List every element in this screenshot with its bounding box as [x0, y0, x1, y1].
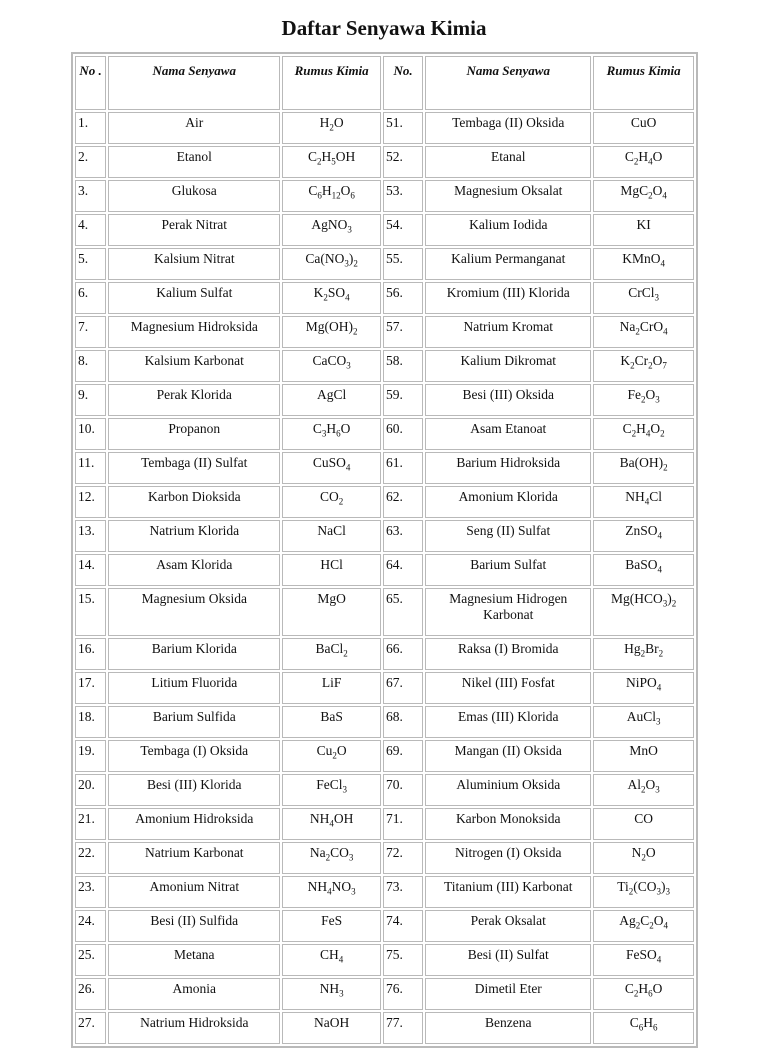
compound-name-right: Magnesium Hidrogen Karbonat: [425, 588, 591, 636]
table-row: [75, 672, 694, 704]
chemical-formula-left: MgO: [282, 588, 381, 636]
compound-name-right: Kalium Iodida: [425, 214, 591, 246]
chemical-formula-left: BaCl$_2$: [282, 638, 381, 670]
compound-name-right: Titanium (III) Karbonat: [425, 876, 591, 908]
header-row: [75, 56, 694, 110]
row-number-left: 7.: [75, 316, 106, 348]
compound-name-left: Karbon Dioksida: [108, 486, 280, 518]
row-number-right: 69.: [383, 740, 423, 772]
compound-name-right: Aluminium Oksida: [425, 774, 591, 806]
row-number-right: 55.: [383, 248, 423, 280]
row-number-right: 51.: [383, 112, 423, 144]
chemical-formula-left: CaCO$_3$: [282, 350, 381, 382]
compound-name-left: Metana: [108, 944, 280, 976]
table-row: [75, 214, 694, 246]
compound-name-right: Mangan (II) Oksida: [425, 740, 591, 772]
compound-name-right: Benzena: [425, 1012, 591, 1044]
header-formula-left: Rumus Kimia: [282, 56, 381, 110]
row-number-right: 58.: [383, 350, 423, 382]
row-number-right: 67.: [383, 672, 423, 704]
row-number-left: 15.: [75, 588, 106, 636]
compound-name-left: Besi (II) Sulfida: [108, 910, 280, 942]
compound-name-right: Seng (II) Sulfat: [425, 520, 591, 552]
chemical-formula-right: MnO: [593, 740, 694, 772]
row-number-left: 24.: [75, 910, 106, 942]
header-name-right: Nama Senyawa: [425, 56, 591, 110]
chemical-formula-left: $C_3H_6O$: [282, 418, 381, 450]
table-body: [75, 112, 694, 1044]
chemical-formula-right: $C_2H_4O_2$: [593, 418, 694, 450]
chemical-formula-left: NaOH: [282, 1012, 381, 1044]
chemical-formula-right: FeSO$_4$: [593, 944, 694, 976]
row-number-right: 71.: [383, 808, 423, 840]
table-row: [75, 180, 694, 212]
row-number-right: 75.: [383, 944, 423, 976]
compound-name-right: Kalium Permanganat: [425, 248, 591, 280]
chemical-formula-right: $Fe_2O_3$: [593, 384, 694, 416]
table-row: [75, 384, 694, 416]
chemical-formula-left: $CH_4$: [282, 944, 381, 976]
row-number-right: 54.: [383, 214, 423, 246]
compound-name-left: Air: [108, 112, 280, 144]
compound-name-left: Natrium Karbonat: [108, 842, 280, 874]
row-number-left: 11.: [75, 452, 106, 484]
row-number-left: 14.: [75, 554, 106, 586]
compound-name-left: Besi (III) Klorida: [108, 774, 280, 806]
row-number-right: 72.: [383, 842, 423, 874]
compound-name-right: Dimetil Eter: [425, 978, 591, 1010]
row-number-right: 52.: [383, 146, 423, 178]
table-row: [75, 452, 694, 484]
row-number-right: 64.: [383, 554, 423, 586]
chemical-formula-right: $N_2O$: [593, 842, 694, 874]
row-number-left: 4.: [75, 214, 106, 246]
chemical-formula-right: CrCl$_3$: [593, 282, 694, 314]
compound-name-left: Natrium Klorida: [108, 520, 280, 552]
row-number-left: 27.: [75, 1012, 106, 1044]
table-row: [75, 706, 694, 738]
compound-name-right: Nitrogen (I) Oksida: [425, 842, 591, 874]
header-no-left: No .: [75, 56, 106, 110]
row-number-right: 61.: [383, 452, 423, 484]
chemical-formula-right: $Hg_2Br_2$: [593, 638, 694, 670]
chemical-formula-right: $C_2H_4O$: [593, 146, 694, 178]
chemical-formula-left: BaS: [282, 706, 381, 738]
compound-name-right: Besi (II) Sulfat: [425, 944, 591, 976]
page-title: Daftar Senyawa Kimia: [281, 16, 487, 40]
compound-name-right: Amonium Klorida: [425, 486, 591, 518]
row-number-left: 21.: [75, 808, 106, 840]
table-row: [75, 316, 694, 348]
compound-name-right: Kalium Dikromat: [425, 350, 591, 382]
chemical-formula-left: $Na_2CO_3$: [282, 842, 381, 874]
row-number-left: 23.: [75, 876, 106, 908]
row-number-left: 2.: [75, 146, 106, 178]
compound-name-left: Tembaga (I) Oksida: [108, 740, 280, 772]
row-number-right: 68.: [383, 706, 423, 738]
row-number-right: 60.: [383, 418, 423, 450]
chemical-formula-right: $C_2H_6O$: [593, 978, 694, 1010]
compound-name-right: Barium Sulfat: [425, 554, 591, 586]
compound-name-left: Asam Klorida: [108, 554, 280, 586]
compound-name-left: Litium Fluorida: [108, 672, 280, 704]
compound-name-left: Propanon: [108, 418, 280, 450]
row-number-left: 1.: [75, 112, 106, 144]
compound-name-left: Amonium Hidroksida: [108, 808, 280, 840]
chemical-formula-left: FeS: [282, 910, 381, 942]
table-row: [75, 248, 694, 280]
chemical-formula-right: KI: [593, 214, 694, 246]
chemical-formula-right: $MgC_2O_4$: [593, 180, 694, 212]
row-number-left: 22.: [75, 842, 106, 874]
row-number-right: 62.: [383, 486, 423, 518]
chemical-formula-left: $Ca(NO_3)_2$: [282, 248, 381, 280]
compound-name-right: Karbon Monoksida: [425, 808, 591, 840]
table-row: [75, 978, 694, 1010]
table-row: [75, 740, 694, 772]
chemical-formula-right: CO: [593, 808, 694, 840]
compound-name-left: Magnesium Oksida: [108, 588, 280, 636]
row-number-left: 3.: [75, 180, 106, 212]
row-number-left: 19.: [75, 740, 106, 772]
chemical-formula-left: $NH_4NO_3$: [282, 876, 381, 908]
chemical-formula-right: $C_6H_6$: [593, 1012, 694, 1044]
chemical-formula-left: NaCl: [282, 520, 381, 552]
chemical-formula-right: $Al_2O_3$: [593, 774, 694, 806]
chemical-formula-left: FeCl$_3$: [282, 774, 381, 806]
row-number-right: 66.: [383, 638, 423, 670]
row-number-left: 13.: [75, 520, 106, 552]
chemical-formula-left: $C_2H_5OH$: [282, 146, 381, 178]
row-number-right: 76.: [383, 978, 423, 1010]
row-number-right: 56.: [383, 282, 423, 314]
row-number-left: 6.: [75, 282, 106, 314]
row-number-right: 74.: [383, 910, 423, 942]
chemical-formula-right: $Na_2CrO_4$: [593, 316, 694, 348]
table-row: [75, 1012, 694, 1044]
header-formula-right: Rumus Kimia: [593, 56, 694, 110]
table-row: [75, 112, 694, 144]
table-row: [75, 146, 694, 178]
table-row: [75, 418, 694, 450]
table-row: [75, 842, 694, 874]
row-number-right: 59.: [383, 384, 423, 416]
chemical-formula-right: $Mg(HCO_3)_2$: [593, 588, 694, 636]
chemical-formula-left: $NH_3$: [282, 978, 381, 1010]
compound-name-left: Glukosa: [108, 180, 280, 212]
table-row: [75, 876, 694, 908]
row-number-right: 57.: [383, 316, 423, 348]
row-number-right: 70.: [383, 774, 423, 806]
chemical-formula-left: $C_6H_{12}O_6$: [282, 180, 381, 212]
compound-name-left: Perak Klorida: [108, 384, 280, 416]
chemical-formula-right: NiPO$_4$: [593, 672, 694, 704]
chemical-formula-left: $Mg(OH)_2$: [282, 316, 381, 348]
chemical-formula-left: AgNO$_3$: [282, 214, 381, 246]
compound-name-right: Natrium Kromat: [425, 316, 591, 348]
compound-name-right: Perak Oksalat: [425, 910, 591, 942]
chemical-formula-left: $H_2O$: [282, 112, 381, 144]
compound-name-right: Etanal: [425, 146, 591, 178]
row-number-right: 73.: [383, 876, 423, 908]
compound-name-right: Magnesium Oksalat: [425, 180, 591, 212]
row-number-left: 16.: [75, 638, 106, 670]
compound-name-left: Natrium Hidroksida: [108, 1012, 280, 1044]
row-number-left: 20.: [75, 774, 106, 806]
row-number-left: 26.: [75, 978, 106, 1010]
compound-name-right: Besi (III) Oksida: [425, 384, 591, 416]
chemical-formula-right: $K_2Cr_2O_7$: [593, 350, 694, 382]
compound-name-right: Barium Hidroksida: [425, 452, 591, 484]
chemical-formula-right: KMnO$_4$: [593, 248, 694, 280]
chemical-formula-left: HCl: [282, 554, 381, 586]
compound-name-left: Tembaga (II) Sulfat: [108, 452, 280, 484]
compound-name-left: Perak Nitrat: [108, 214, 280, 246]
compound-name-left: Kalsium Karbonat: [108, 350, 280, 382]
compound-name-right: Kromium (III) Klorida: [425, 282, 591, 314]
table-row: [75, 486, 694, 518]
compound-name-left: Barium Klorida: [108, 638, 280, 670]
compound-name-right: Raksa (I) Bromida: [425, 638, 591, 670]
compound-name-left: Amonium Nitrat: [108, 876, 280, 908]
table-row: [75, 588, 694, 636]
table-row: [75, 910, 694, 942]
table-row: [75, 808, 694, 840]
compound-name-left: Etanol: [108, 146, 280, 178]
chemical-formula-left: AgCl: [282, 384, 381, 416]
row-number-left: 25.: [75, 944, 106, 976]
row-number-right: 63.: [383, 520, 423, 552]
row-number-left: 9.: [75, 384, 106, 416]
row-number-left: 18.: [75, 706, 106, 738]
compound-name-right: Nikel (III) Fosfat: [425, 672, 591, 704]
chemical-formula-right: $NH_4Cl$: [593, 486, 694, 518]
chemical-formula-left: $Cu_2O$: [282, 740, 381, 772]
row-number-left: 8.: [75, 350, 106, 382]
chemical-formula-left: $K_2SO_4$: [282, 282, 381, 314]
chemical-formula-left: $NH_4OH$: [282, 808, 381, 840]
compound-name-left: Magnesium Hidroksida: [108, 316, 280, 348]
compound-name-left: Amonia: [108, 978, 280, 1010]
chemical-formula-left: LiF: [282, 672, 381, 704]
header-no-right: No.: [383, 56, 423, 110]
chemical-formula-right: $Ag_2C_2O_4$: [593, 910, 694, 942]
chemical-formula-left: $CO_2$: [282, 486, 381, 518]
compound-name-left: Kalsium Nitrat: [108, 248, 280, 280]
compound-name-left: Kalium Sulfat: [108, 282, 280, 314]
table-row: [75, 520, 694, 552]
row-number-left: 17.: [75, 672, 106, 704]
chemical-formula-right: ZnSO$_4$: [593, 520, 694, 552]
compound-name-left: Barium Sulfida: [108, 706, 280, 738]
table-row: [75, 350, 694, 382]
chemical-formula-right: $Ba(OH)_2$: [593, 452, 694, 484]
row-number-right: 53.: [383, 180, 423, 212]
compound-name-right: Asam Etanoat: [425, 418, 591, 450]
table-row: [75, 638, 694, 670]
compound-table: [71, 52, 698, 1048]
table-row: [75, 944, 694, 976]
row-number-left: 12.: [75, 486, 106, 518]
chemical-formula-right: CuO: [593, 112, 694, 144]
row-number-right: 65.: [383, 588, 423, 636]
row-number-right: 77.: [383, 1012, 423, 1044]
compound-name-right: Emas (III) Klorida: [425, 706, 591, 738]
compound-name-right: Tembaga (II) Oksida: [425, 112, 591, 144]
chemical-formula-right: AuCl$_3$: [593, 706, 694, 738]
table-row: [75, 282, 694, 314]
header-name-left: Nama Senyawa: [108, 56, 280, 110]
row-number-left: 10.: [75, 418, 106, 450]
chemical-formula-right: $Ti_2(CO_3)_3$: [593, 876, 694, 908]
chemical-formula-left: CuSO$_4$: [282, 452, 381, 484]
table-row: [75, 774, 694, 806]
chemical-formula-right: BaSO$_4$: [593, 554, 694, 586]
row-number-left: 5.: [75, 248, 106, 280]
table-row: [75, 554, 694, 586]
